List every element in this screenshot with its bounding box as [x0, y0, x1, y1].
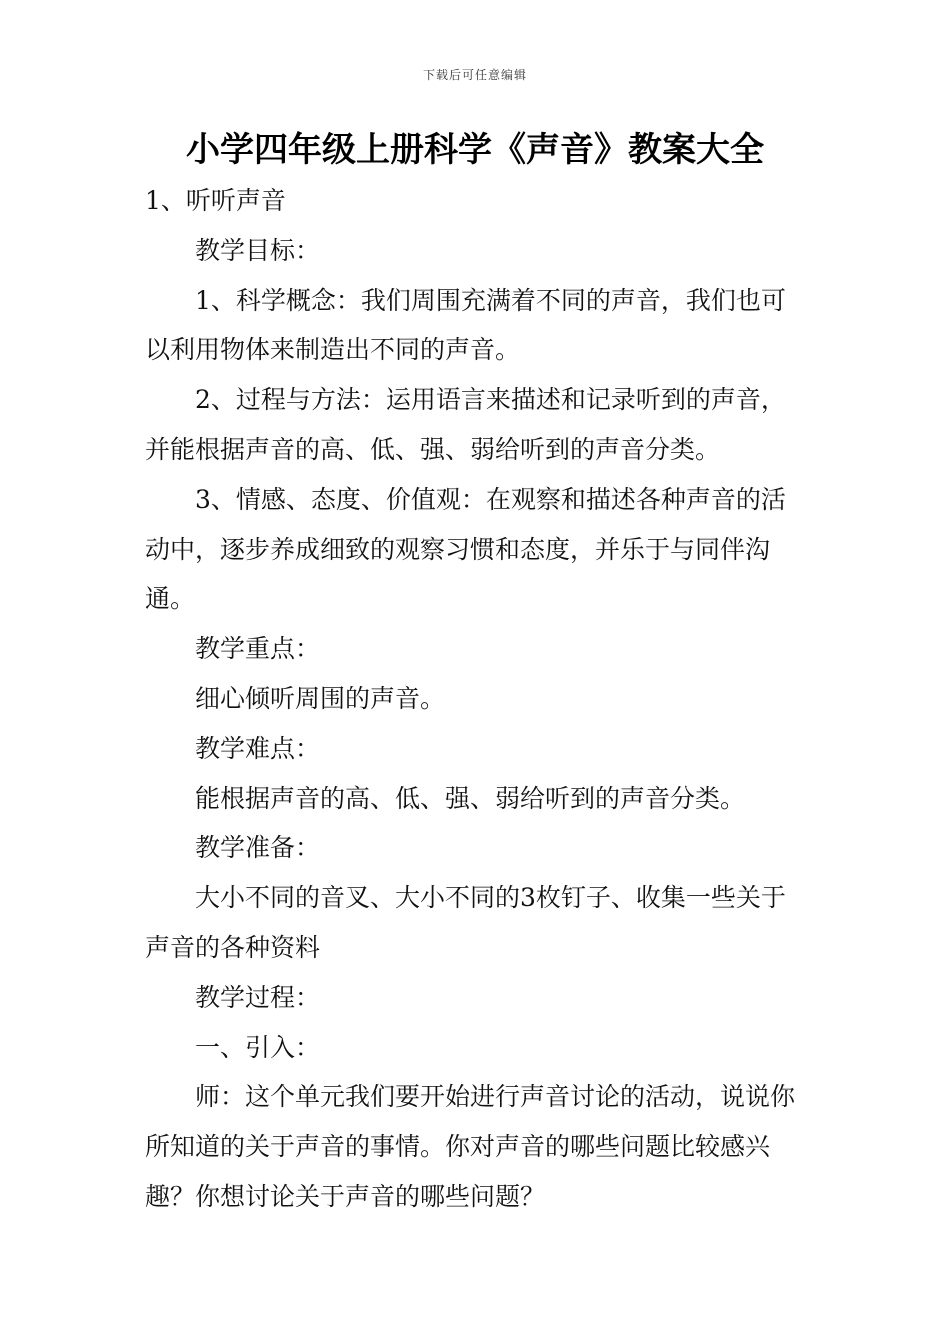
paragraph-teaching-goals-label: 教学目标：: [195, 235, 321, 265]
document-body: [145, 176, 805, 1222]
paragraph-goal-attitude-values: 3、情感、态度、价值观：在观察和描述各种声音的活动中，逐步养成细致的观察习惯和态度，并乐于与同伴沟通。: [145, 484, 786, 614]
section-heading: 1、听听声音: [145, 186, 286, 215]
paragraph-goal-science-concept: 1、科学概念：我们周围充满着不同的声音，我们也可以利用物体来制造出不同的声音。: [145, 285, 786, 365]
paragraph-key-points: 细心倾听周围的声音。: [195, 683, 446, 713]
paragraph-introduction-label: 一、引入：: [195, 1032, 321, 1062]
document-title: 小学四年级上册科学《声音》教案大全: [186, 130, 764, 170]
paragraph-key-points-label: 教学重点：: [195, 634, 321, 664]
paragraph-difficulties: 能根据声音的高、低、强、弱给听到的声音分类。: [195, 783, 746, 813]
paragraph-goal-process-method: 2、过程与方法：运用语言来描述和记录听到的声音，并能根据声音的高、低、强、弱给听到的声音分类。: [145, 385, 786, 464]
paragraph-preparation-label: 教学准备：: [195, 833, 321, 863]
paragraph-preparation: 大小不同的音叉、大小不同的3枚钉子、收集一些关于声音的各种资料: [145, 883, 786, 962]
paragraph-teacher-introduction: 师：这个单元我们要开始进行声音讨论的活动，说说你所知道的关于声音的事情。你对声音的哪些问题比较感兴趣？你想讨论关于声音的哪些问题？: [145, 1082, 796, 1211]
header-note: 下载后可任意编辑: [422, 68, 527, 82]
paragraph-difficulties-label: 教学难点：: [195, 733, 321, 763]
paragraph-process-label: 教学过程：: [195, 982, 321, 1012]
